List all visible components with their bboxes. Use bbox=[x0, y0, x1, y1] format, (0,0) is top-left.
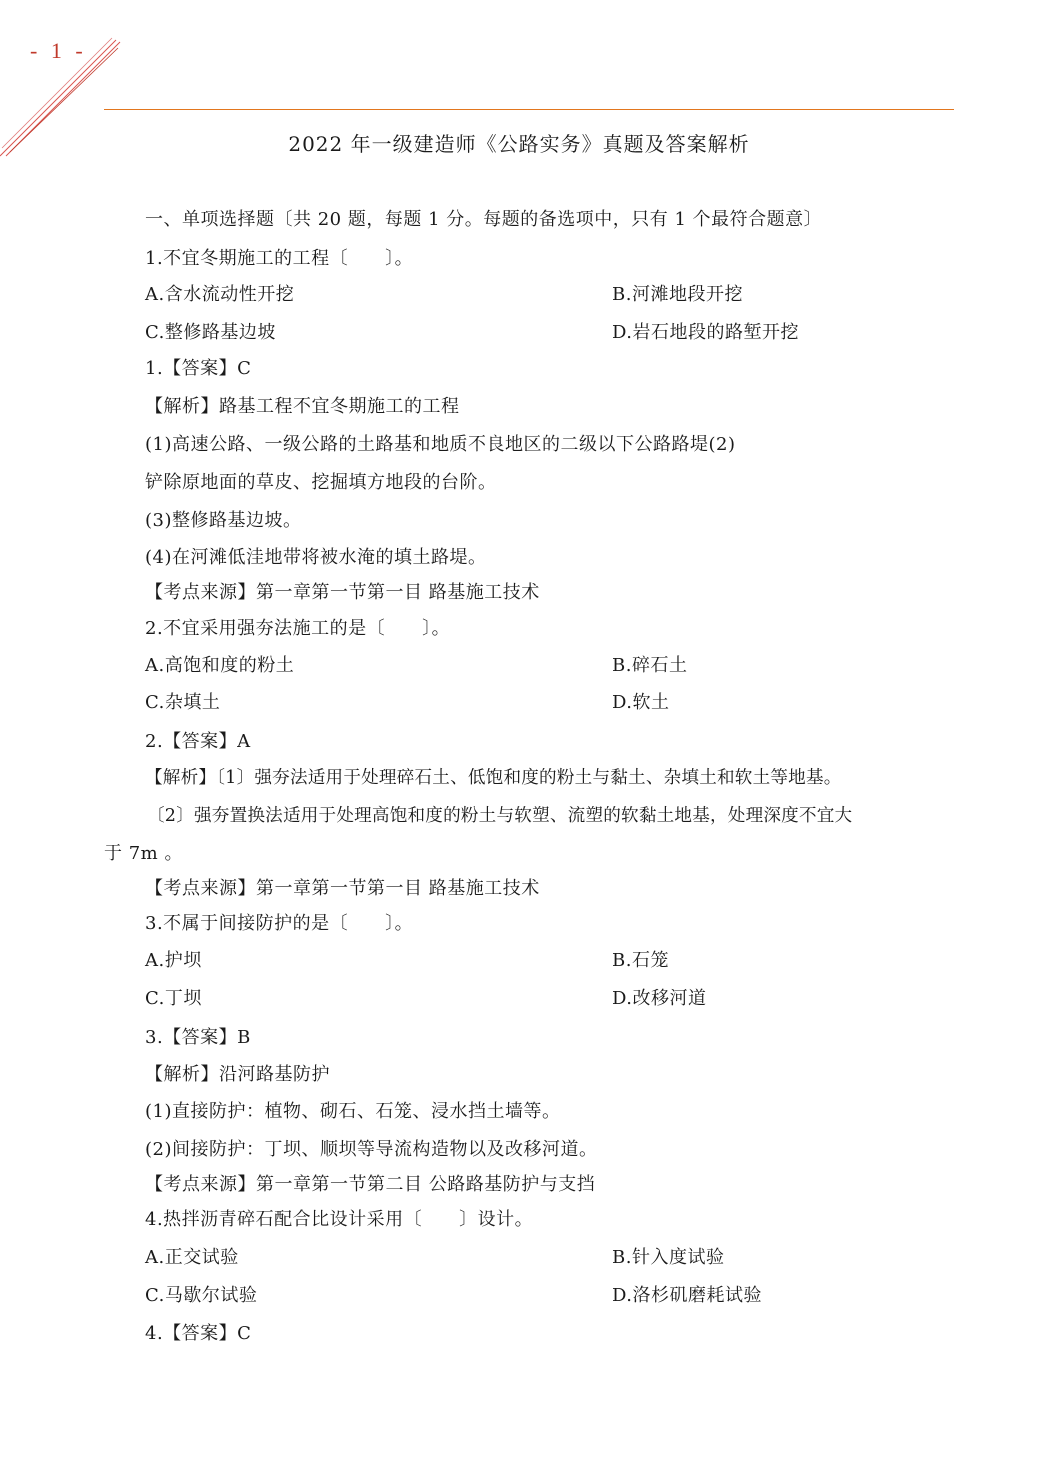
q1-source: 【考点来源】第一章第一节第一目 路基施工技术 bbox=[145, 582, 540, 603]
q3-option-b: B.石笼 bbox=[612, 950, 669, 971]
document-title: 2022 年一级建造师《公路实务》真题及答案解析 bbox=[288, 132, 750, 156]
q2-option-a: A.高饱和度的粉土 bbox=[145, 655, 295, 676]
q2-option-b: B.碎石土 bbox=[612, 655, 688, 676]
q1-option-d: D.岩石地段的路堑开挖 bbox=[612, 322, 800, 343]
q3-question: 3.不属于间接防护的是〔 〕。 bbox=[145, 913, 414, 934]
q4-option-b: B.针入度试验 bbox=[612, 1247, 725, 1268]
q1-option-a: A.含水流动性开挖 bbox=[145, 284, 295, 305]
q1-question: 1.不宜冬期施工的工程〔 〕。 bbox=[145, 248, 414, 269]
q1-explanation: 【解析】路基工程不宜冬期施工的工程 bbox=[145, 396, 460, 417]
q3-source: 【考点来源】第一章第一节第二目 公路路基防护与支挡 bbox=[145, 1174, 596, 1195]
q1-explanation-2: 铲除原地面的草皮、挖掘填方地段的台阶。 bbox=[145, 472, 497, 493]
q3-option-c: C.丁坝 bbox=[145, 988, 202, 1009]
q3-answer: 3.【答案】B bbox=[145, 1027, 251, 1048]
q2-explanation-1: 【解析】〔1〕强夯法适用于处理碎石土、低饱和度的粉土与黏土、杂填土和软土等地基。 bbox=[145, 768, 842, 788]
section-heading: 一、单项选择题〔共 20 题，每题 1 分。每题的备选项中，只有 1 个最符合题意〕 bbox=[145, 209, 823, 230]
q2-question: 2.不宜采用强夯法施工的是〔 〕。 bbox=[145, 618, 451, 639]
q3-option-d: D.改移河道 bbox=[612, 988, 707, 1009]
q4-option-d: D.洛杉矶磨耗试验 bbox=[612, 1285, 763, 1306]
q1-explanation-4: (4)在河滩低洼地带将被水淹的填土路堤。 bbox=[145, 547, 487, 568]
header-rule bbox=[104, 109, 954, 110]
q4-answer: 4.【答案】C bbox=[145, 1323, 252, 1344]
q4-question: 4.热拌沥青碎石配合比设计采用〔 〕设计。 bbox=[145, 1209, 534, 1230]
q2-explanation-3: 于 7m 。 bbox=[104, 843, 183, 864]
q2-option-c: C.杂填土 bbox=[145, 692, 221, 713]
q1-answer: 1.【答案】C bbox=[145, 358, 252, 379]
q2-source: 【考点来源】第一章第一节第一目 路基施工技术 bbox=[145, 878, 540, 899]
q3-explanation-1: (1)直接防护：植物、砌石、石笼、浸水挡土墙等。 bbox=[145, 1101, 561, 1122]
q3-explanation: 【解析】沿河路基防护 bbox=[145, 1064, 330, 1085]
q1-option-b: B.河滩地段开挖 bbox=[612, 284, 743, 305]
q3-option-a: A.护坝 bbox=[145, 950, 202, 971]
page-number: - 1 - bbox=[30, 38, 87, 63]
q1-explanation-1: (1)高速公路、一级公路的土路基和地质不良地区的二级以下公路路堤(2) bbox=[145, 434, 736, 455]
q4-option-c: C.马歇尔试验 bbox=[145, 1285, 258, 1306]
q1-explanation-3: (3)整修路基边坡。 bbox=[145, 510, 302, 531]
q1-option-c: C.整修路基边坡 bbox=[145, 322, 276, 343]
q2-option-d: D.软土 bbox=[612, 692, 670, 713]
q3-explanation-2: (2)间接防护：丁坝、顺坝等导流构造物以及改移河道。 bbox=[145, 1139, 598, 1160]
q2-explanation-2: 〔2〕强夯置换法适用于处理高饱和度的粉土与软塑、流塑的软黏土地基，处理深度不宜大 bbox=[147, 806, 853, 826]
q4-option-a: A.正交试验 bbox=[145, 1247, 239, 1268]
q2-answer: 2.【答案】A bbox=[145, 731, 251, 752]
